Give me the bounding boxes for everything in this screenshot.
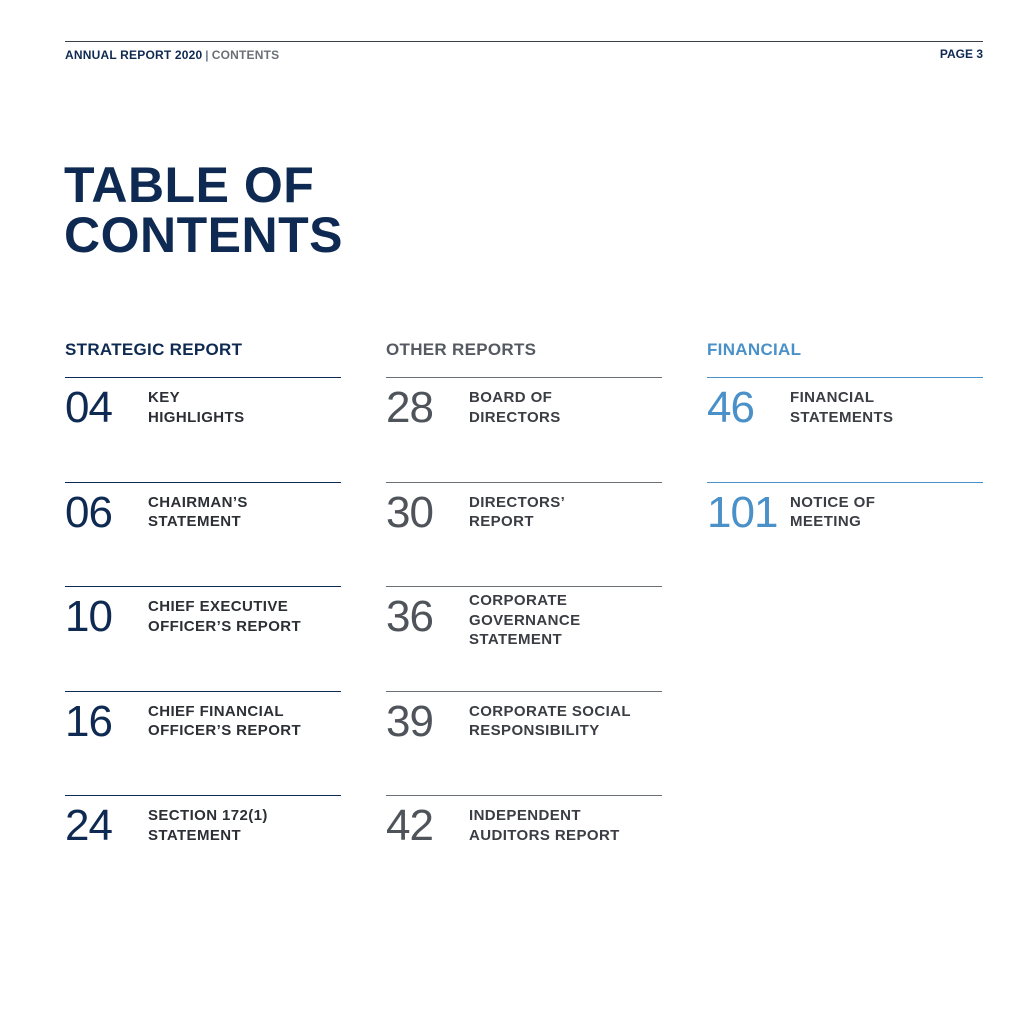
report-title: ANNUAL REPORT 2020 — [65, 48, 203, 62]
toc-entry[interactable] — [65, 795, 341, 900]
toc-entry[interactable] — [65, 691, 341, 796]
toc-page-number: 06 — [65, 487, 112, 537]
toc-page-number: 28 — [386, 383, 433, 432]
toc-entry-label: SECTION 172(1) STATEMENT — [148, 807, 268, 844]
toc-entry[interactable] — [386, 482, 662, 587]
toc-entry-label: CHAIRMAN’S STATEMENT — [148, 493, 248, 530]
toc-page-number: 42 — [386, 801, 433, 850]
toc-entry[interactable] — [65, 377, 341, 482]
toc-entry-label: DIRECTORS’ REPORT — [469, 493, 566, 530]
toc-page-number: 16 — [65, 696, 112, 746]
toc-entry[interactable] — [707, 377, 983, 482]
toc-entry[interactable] — [386, 377, 662, 482]
page-title — [64, 157, 343, 263]
header-separator: | — [205, 48, 209, 62]
toc-column-strategic-report — [65, 340, 341, 900]
toc-page-number: 39 — [386, 696, 433, 746]
toc-page-number: 24 — [65, 801, 112, 850]
column-heading: FINANCIAL — [707, 340, 802, 359]
toc-entry-label: FINANCIAL STATEMENTS — [790, 389, 894, 426]
toc-entry-label: KEY HIGHLIGHTS — [148, 389, 245, 426]
toc-entry-label: CORPORATE SOCIAL RESPONSIBILITY — [469, 702, 631, 739]
toc-column-financial — [707, 340, 983, 586]
toc-page-number: 36 — [386, 592, 433, 641]
toc-entry[interactable] — [386, 586, 662, 691]
page-title-line-1: TABLE OF — [64, 157, 315, 213]
page-number: PAGE 3 — [939, 47, 983, 61]
toc-page-number: 30 — [386, 487, 433, 537]
toc-page-number: 101 — [707, 487, 778, 537]
toc-entry[interactable] — [707, 482, 983, 587]
toc-entry[interactable] — [386, 691, 662, 796]
toc-column-other-reports — [386, 340, 662, 900]
toc-entry-label: NOTICE OF MEETING — [790, 493, 876, 530]
toc-page-number: 10 — [65, 592, 112, 641]
page-title-line-2: CONTENTS — [64, 207, 343, 263]
toc-entry[interactable] — [65, 586, 341, 691]
toc-page-number: 04 — [65, 383, 112, 432]
toc-entry-label: BOARD OF DIRECTORS — [469, 389, 561, 426]
toc-entry-label: CHIEF FINANCIAL OFFICER’S REPORT — [148, 702, 302, 739]
toc-entry-label: CHIEF EXECUTIVE OFFICER’S REPORT — [148, 598, 302, 635]
toc-entry-label: INDEPENDENT AUDITORS REPORT — [469, 807, 620, 844]
page-header — [65, 41, 983, 72]
section-name: CONTENTS — [211, 48, 280, 62]
toc-entry-label: CORPORATE GOVERNANCE STATEMENT — [469, 592, 581, 648]
toc-page-number: 46 — [707, 383, 754, 432]
toc-entry[interactable] — [65, 482, 341, 587]
column-heading: STRATEGIC REPORT — [65, 340, 243, 359]
report-title-area — [65, 48, 279, 62]
column-heading: OTHER REPORTS — [386, 340, 537, 359]
toc-entry[interactable] — [386, 795, 662, 900]
